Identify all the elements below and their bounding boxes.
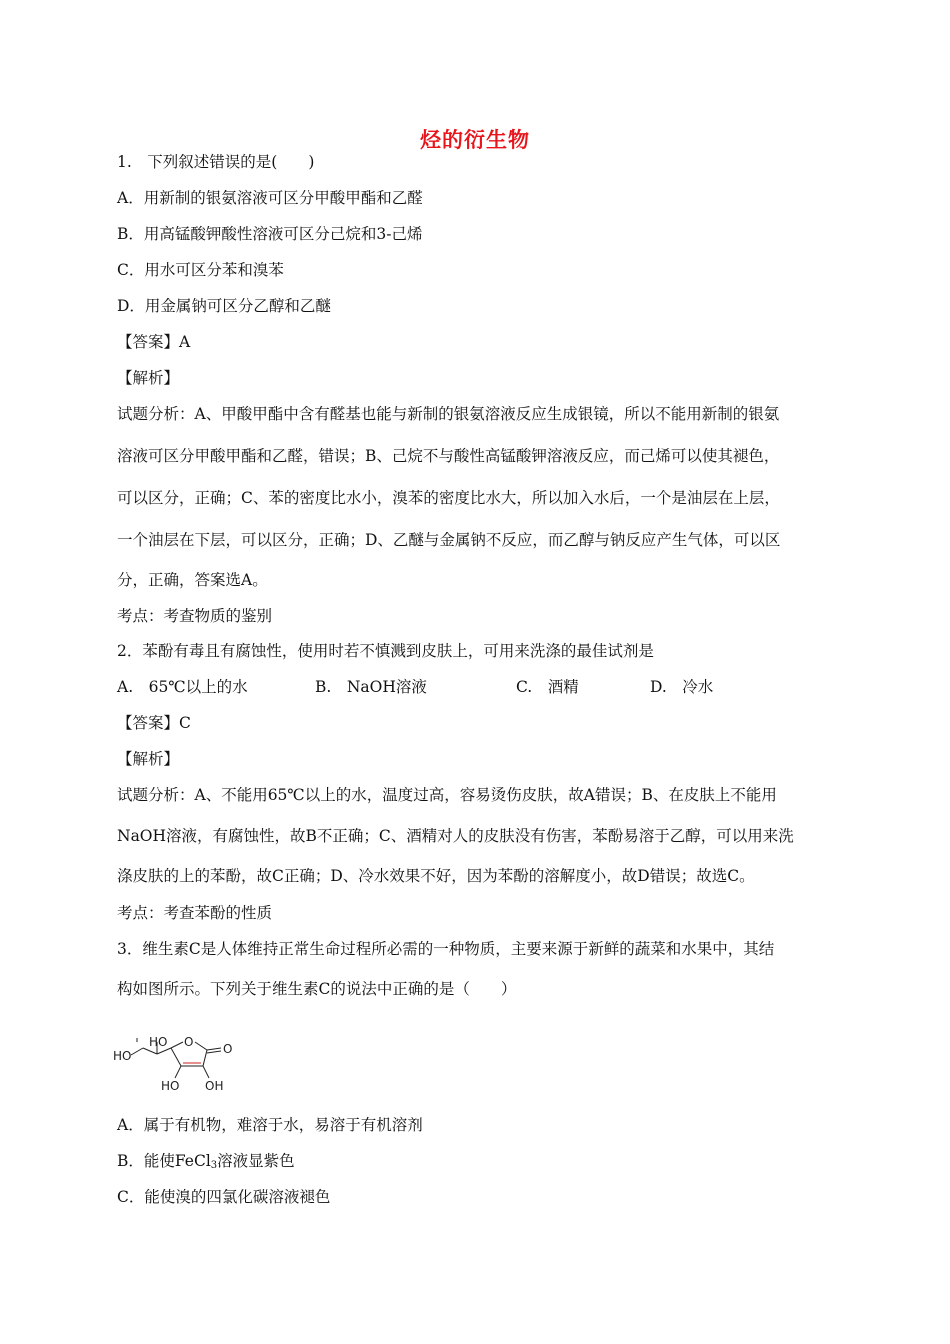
q1-analysis-line: 分，正确，答案选A。 bbox=[117, 571, 268, 589]
q3-stem-line: 3．维生素C是人体维持正常生命过程所必需的一种物质，主要来源于新鲜的蔬菜和水果中，其结 bbox=[117, 940, 775, 958]
q3-option-c: C．能使溴的四氯化碳溶液褪色 bbox=[117, 1188, 331, 1206]
q2-answer: 【答案】C bbox=[117, 714, 191, 732]
hydroxyl-label: HO bbox=[161, 1079, 180, 1093]
q2-point: 考点：考查苯酚的性质 bbox=[117, 904, 273, 922]
q2-analysis-line: 试题分析：A、不能用65℃以上的水，温度过高，容易烫伤皮肤，故A错误；B、在皮肤上不能用 bbox=[117, 786, 777, 804]
q2-analysis-line: NaOH溶液，有腐蚀性，故B不正确；C、酒精对人的皮肤没有伤害，苯酚易溶于乙醇，可以用来洗 bbox=[117, 827, 794, 845]
q2-option-c: C. 酒精 bbox=[516, 678, 579, 696]
hydroxyl-label: HO bbox=[149, 1036, 168, 1049]
q3-option-b-text: B．能使FeCl bbox=[117, 1152, 211, 1170]
vitamin-c-structure-diagram bbox=[113, 1036, 253, 1096]
page-title: 烃的衍生物 bbox=[420, 128, 530, 152]
q2-option-a: A. 65℃以上的水 bbox=[117, 678, 248, 696]
q1-analysis-line: 试题分析：A、甲酸甲酯中含有醛基也能与新制的银氨溶液反应生成银镜，所以不能用新制的银氨 bbox=[117, 405, 780, 423]
q2-option-b: B. NaOH溶液 bbox=[315, 678, 427, 696]
q1-option-b: B．用高锰酸钾酸性溶液可区分己烷和3-己烯 bbox=[117, 225, 423, 243]
q2-stem: 2．苯酚有毒且有腐蚀性，使用时若不慎溅到皮肤上，可用来洗涤的最佳试剂是 bbox=[117, 642, 654, 660]
q3-option-b-text-end: 溶液显紫色 bbox=[217, 1152, 295, 1170]
hydroxyl-label: OH bbox=[205, 1079, 224, 1093]
q1-answer: 【答案】A bbox=[117, 333, 191, 351]
q1-stem: 1. 下列叙述错误的是( ) bbox=[117, 153, 315, 171]
q3-option-a: A．属于有机物，难溶于水，易溶于有机溶剂 bbox=[117, 1116, 423, 1134]
q3-stem-line: 构如图所示。下列关于维生素C的说法中正确的是（ ） bbox=[117, 980, 517, 998]
q1-option-a: A．用新制的银氨溶液可区分甲酸甲酯和乙醛 bbox=[117, 189, 423, 207]
q1-analysis-line: 溶液可区分甲酸甲酯和乙醛，错误；B、己烷不与酸性高锰酸钾溶液反应，而己烯可以使其褪色， bbox=[117, 447, 780, 465]
hydroxyl-label: HO bbox=[113, 1049, 132, 1063]
q2-option-d: D. 冷水 bbox=[650, 678, 714, 696]
q1-option-d: D．用金属钠可区分乙醇和乙醚 bbox=[117, 297, 331, 315]
q2-analysis-line: 涤皮肤的上的苯酚，故C正确；D、冷水效果不好，因为苯酚的溶解度小，故D错误；故选C。 bbox=[117, 867, 755, 885]
q3-option-b-subscript: 3 bbox=[210, 1160, 218, 1171]
q3-option-b bbox=[117, 1151, 295, 1176]
q1-option-c: C．用水可区分苯和溴苯 bbox=[117, 261, 284, 279]
q1-analysis-line: 可以区分，正确；C、苯的密度比水小，溴苯的密度比水大，所以加入水后，一个是油层在上层， bbox=[117, 489, 780, 507]
q2-analysis-label: 【解析】 bbox=[117, 750, 180, 768]
ring-oxygen-label: O bbox=[184, 1036, 194, 1049]
carbonyl-oxygen-label: O bbox=[223, 1042, 233, 1056]
q1-point: 考点：考查物质的鉴别 bbox=[117, 607, 273, 625]
q1-analysis-label: 【解析】 bbox=[117, 369, 180, 387]
q1-analysis-line: 一个油层在下层，可以区分，正确；D、乙醚与金属钠不反应，而乙醇与钠反应产生气体，可以区 bbox=[117, 531, 781, 549]
